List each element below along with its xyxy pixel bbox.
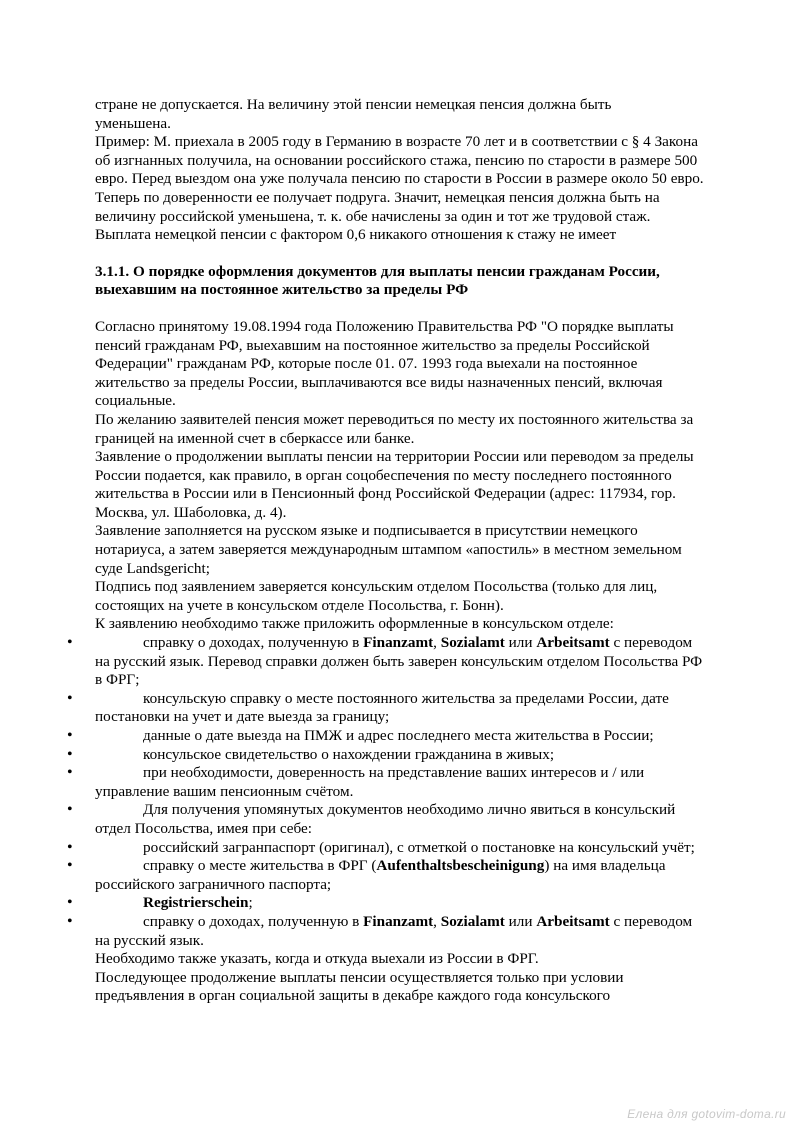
list-item <box>67 745 707 765</box>
closing-paragraph-1: Необходимо также указать, когда и откуда выехали из России в ФРГ. <box>95 950 539 968</box>
term-sozialamt: Sozialamt <box>440 912 505 930</box>
bullet-icon: • <box>67 894 73 912</box>
list-item <box>67 801 707 838</box>
separator: , <box>433 912 441 930</box>
document-page <box>67 96 707 1006</box>
item-text: при необходимости, доверенность на представление ваших интересов и / или управление вашим пенсионным счётом. <box>95 764 645 800</box>
intro-line-2: уменьшена. <box>95 114 171 132</box>
item-text: Для получения упомянутых документов необходимо лично явиться в консульский отдел Посольства, имея при себе: <box>95 801 676 837</box>
item-text: ; <box>248 894 253 912</box>
list-item <box>67 894 707 913</box>
paragraph-attachments: К заявлению необходимо также приложить оформленные в консульском отделе: <box>95 615 614 633</box>
closing-paragraph-2: Последующее продолжение выплаты пенсии осуществляется только при условии предъявления в орган социальной защиты в декабре каждого года консульского <box>95 968 624 1005</box>
watermark: Елена для gotovim-doma.ru <box>627 1107 786 1121</box>
intro-line-1: стране не допускается. На величину этой пенсии немецкая пенсия должна быть <box>95 96 612 113</box>
bullet-icon: • <box>67 727 73 744</box>
list-item <box>67 634 707 690</box>
bullet-icon: • <box>67 857 73 875</box>
term-sozialamt: Sozialamt <box>440 634 505 652</box>
item-text: с переводом на русский язык. Перевод справки должен быть заверен консульским отделом Посольства РФ в ФРГ; <box>95 634 703 689</box>
term-arbeitsamt: Arbeitsamt <box>536 634 610 652</box>
item-text: ) на имя владельца российского заграничного паспорта; <box>95 857 666 893</box>
list-item <box>67 727 707 746</box>
bullet-icon: • <box>67 912 73 930</box>
bullet-icon: • <box>67 838 73 856</box>
term-finanzamt: Finanzamt <box>363 912 434 930</box>
paragraph-notary: Заявление заполняется на русском языке и подписывается в присутствии немецкого нотариуса, а затем заверяется международным штампом «апостиль» в местном земельном суде Landsgericht; <box>95 522 682 577</box>
term-finanzamt: Finanzamt <box>363 634 434 652</box>
separator: или <box>504 634 537 652</box>
paragraph-signature: Подпись под заявлением заверяется консульским отделом Посольства (только для лиц, состоящих на учете в консульском отделе Посольства, г. Бонн). <box>95 578 658 614</box>
list-item <box>67 689 707 727</box>
list-item <box>67 764 707 801</box>
paragraph-application: Заявление о продолжении выплаты пенсии на территории России или переводом за пределы России подается, как правило, в орган соцобеспечения по месту последнего постоянного жительства в России или в Пенсионный фонд Российской Федерации (адрес: 117934, гор. Москва, ул. Шаболовка, д. 4). <box>95 448 694 521</box>
separator: , <box>433 634 441 652</box>
list-item <box>67 912 707 950</box>
item-text: справку о доходах, полученную в <box>143 634 364 652</box>
section-heading: 3.1.1. О порядке оформления документов для выплаты пенсии гражданам России, выехавшим на постоянное жительство за пределы РФ <box>95 262 660 299</box>
term-arbeitsamt: Arbeitsamt <box>536 912 610 930</box>
list-item <box>67 857 707 894</box>
item-text: консульскую справку о месте постоянного жительства за пределами России, дате постановки на учет и дате выезда за границу; <box>95 689 669 726</box>
paragraph-transfer: По желанию заявителей пенсия может переводиться по месту их постоянного жительства за границей на именной счет в сберкассе или банке. <box>95 410 694 447</box>
list-item <box>67 838 707 858</box>
bullet-icon: • <box>67 634 73 652</box>
bullet-icon: • <box>67 689 73 707</box>
item-text: данные о дате выезда на ПМЖ и адрес последнего места жительства в России; <box>143 727 654 744</box>
item-text: с переводом на русский язык. <box>95 912 693 949</box>
item-text: российский загранпаспорт (оригинал), с отметкой о постановке на консульский учёт; <box>143 838 695 856</box>
bullet-icon: • <box>67 801 73 819</box>
bullet-icon: • <box>67 764 73 782</box>
paragraph-regulation: Согласно принятому 19.08.1994 года Положению Правительства РФ "О порядке выплаты пенсий гражданам РФ, выехавшим на постоянное жительство за пределы Российской Федерации" гражданам РФ, которые после 01. 07. 1993 года выехали на постоянное жительство за пределы России, выплачиваются все виды назначенных пенсий, включая социальные. <box>95 317 674 410</box>
item-text: консульское свидетельство о нахождении гражданина в живых; <box>143 745 555 763</box>
item-text: справку о месте жительства в ФРГ ( <box>143 857 377 875</box>
example-paragraph: Пример: М. приехала в 2005 году в Германию в возрасте 70 лет и в соответствии с § 4 Закона об изгнанных получила, на основании российского стажа, пенсию по старости в размере 500 евро. Перед выездом она уже получала пенсию по старости в России в размере около 50 евро. Теперь по доверенности ее получает подруга. Значит, немецкая пенсия должна быть на величину российской уменьшена, т. к. обе начислены за один и тот же трудовой стаж. Выплата немецкой пенсии с фактором 0,6 никакого отношения к стажу не имеет <box>95 133 704 244</box>
term-registrierschein: Registrierschein <box>143 894 249 912</box>
bullet-icon: • <box>67 745 73 763</box>
item-text: справку о доходах, полученную в <box>143 912 364 930</box>
separator: или <box>504 912 537 930</box>
term-aufenthaltsbescheinigung: Aufenthaltsbescheinigung <box>376 857 545 875</box>
